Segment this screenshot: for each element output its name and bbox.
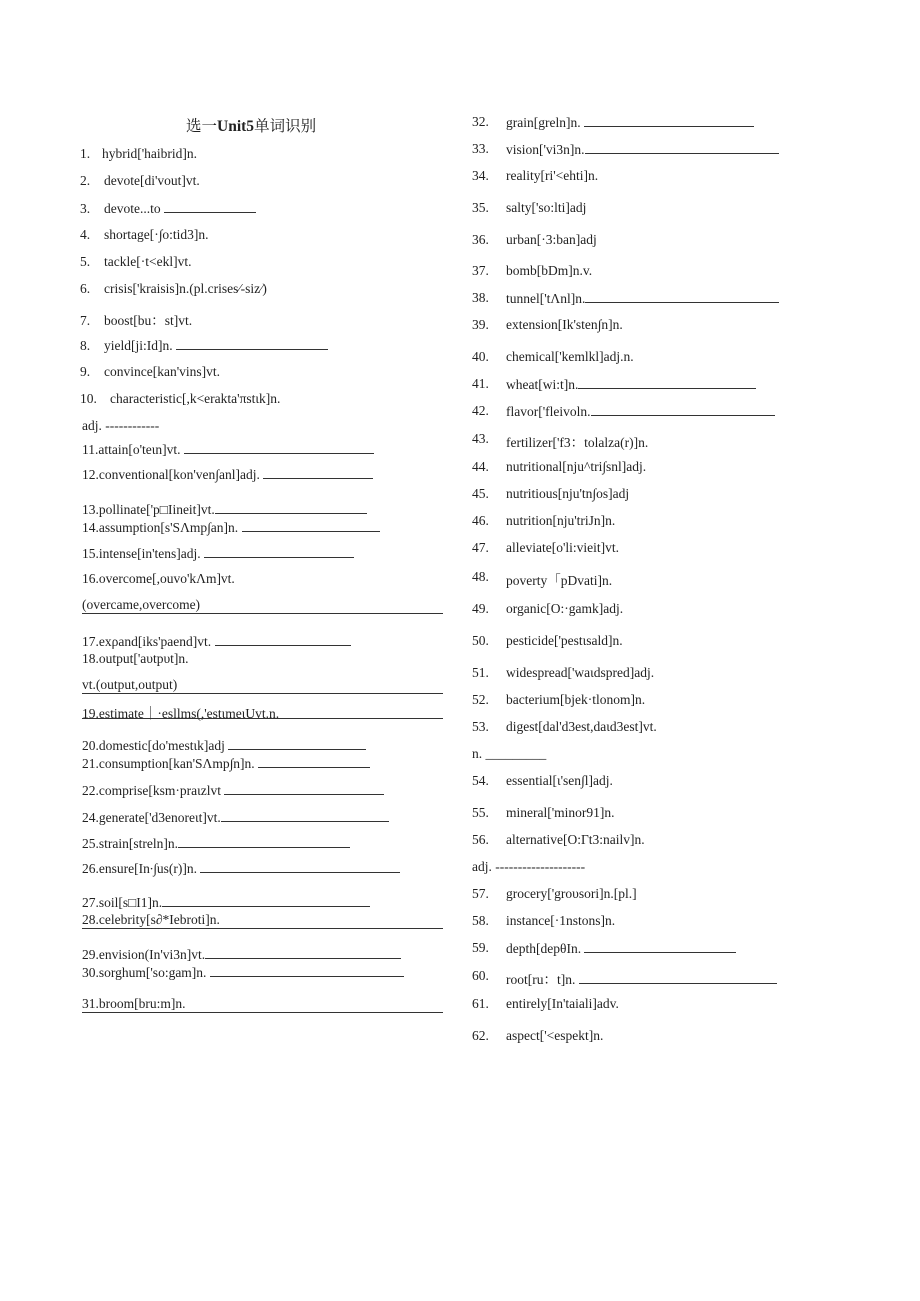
answer-blank[interactable]	[585, 290, 779, 303]
answer-blank[interactable]	[584, 940, 736, 953]
left-item-10: 10. characteristic[,k<erakta'πstιk]n.	[80, 391, 281, 406]
divider	[82, 928, 443, 929]
answer-blank[interactable]	[215, 501, 367, 514]
answer-blank[interactable]	[176, 337, 328, 350]
left-item-26: 26.ensure[In∙∫us(r)]n.	[82, 860, 400, 877]
answer-blank[interactable]	[579, 971, 777, 984]
left-item-14: 14.assumption[s'SΛmp∫an]n.	[82, 519, 380, 536]
left-item-18: 18.output['aυtpυt]n.	[82, 651, 189, 666]
left-item-4: 4. shortage[·∫o:tid3]n.	[80, 227, 209, 242]
left-item-27: 27.soil[s□I1]n.	[82, 894, 370, 911]
answer-blank[interactable]	[263, 466, 373, 479]
answer-blank[interactable]	[178, 835, 350, 848]
left-item-24: 24.generate['d3enoreιt]vt.	[82, 809, 389, 826]
title-unit: Unit5	[217, 118, 255, 135]
divider	[82, 693, 443, 694]
left-item-30: 30.sorghum['so:gam]n.	[82, 964, 404, 981]
answer-blank[interactable]	[164, 200, 256, 213]
left-item-7: 7. boost[bu：st]vt.	[80, 313, 193, 328]
left-adj-line: adj. ------------	[82, 418, 160, 433]
left-item-31: 31.broom[bru:m]n.	[82, 996, 186, 1011]
left-item-11: 11.attain[o'teιn]vt.	[82, 441, 374, 458]
answer-blank[interactable]	[224, 782, 384, 795]
divider	[82, 1012, 443, 1013]
left-item-1: 1. hybrid['haibrid]n.	[80, 146, 198, 161]
answer-blank[interactable]	[585, 141, 779, 154]
left-item-25: 25.strain[streln]n.	[82, 835, 350, 852]
answer-blank[interactable]	[200, 860, 400, 873]
answer-blank[interactable]	[215, 633, 351, 646]
left-item-19: 19.estimate｜·esllms(,'estιmeιUvt.n.	[82, 706, 280, 721]
left-item-6: 6. crisis['kraisis]n.(pl.crises⁄-siz⁄)	[80, 281, 267, 296]
left-item-5: 5. tackle[·t<ekl]vt.	[80, 254, 192, 269]
title-prefix: 选一	[186, 118, 218, 135]
answer-blank[interactable]	[184, 441, 374, 454]
answer-blank[interactable]	[210, 964, 404, 977]
answer-blank[interactable]	[221, 809, 389, 822]
answer-blank[interactable]	[584, 114, 754, 127]
left-item-16-forms: (overcame,overcome)	[82, 597, 201, 612]
left-item-21: 21.consumption[kan'SΛmp∫n]n.	[82, 755, 370, 772]
left-item-2: 2. devote[di'vout]vt.	[80, 173, 200, 188]
title-suffix: 单词识别	[254, 118, 317, 135]
left-item-15: 15.intense[in'tens]adj.	[82, 545, 354, 562]
worksheet-page: 选一Unit5单词识别 1. hybrid['haibrid]n. 2. devote[di'vout]vt. 3. devote...to 4. shortage[·∫o:tid3]n. 5. tackle[·t<ekl]vt. 6. crisis['kraisis]n.(pl.crises⁄-siz⁄) 7. boost[bu：st]vt. 8. yield[ji:Id]n. 9. convince[kan'vins]vt. 10. characteristic[,k<erakta'πstιk]n. adj. ------------ 11.attain[o'teιn]vt. 12.conventional[kon'ven∫anl]adj. 13.pollinate['p□Iineit]vt. 14.assumption[s'SΛmp∫an]n. 15.intense[in'tens]adj. 16.overcome[,ouvo'kΛm]vt. (overcame,overcome) 17.exρand[iks'paend]vt. 18.output['aυtpυt]n. vt.(output,output) 19.estimate｜·esllms(,'estιmeιUvt.n. 20.domestic[do'mestιk]adj 21.consumption[kan'SΛmp∫n]n. 22.comprise[ksm·praιzlvt 24.generate['d3enoreιt]vt. 25.strain[streln]n. 26.ensure[In∙∫us(r)]n. 27.soil[s□I1]n. 28.celebrity[s∂*Iebroti]n. 29.envision(In'vi3n]vt. 30.sorghum['so:gam]n. 31.broom[bru:m]n. 32. grain[greln]n. 33. vision['vi3n]n. 34. reality[ri'<ehti]n. 35. salty['so:lti]adj 36. urban[·3:ban]adj 37. bomb[bDm]n.v. 38. tunnel['tΛnl]n. 39. extension[Ik'sten∫n]n. 40. chemical['kemlkl]adj.n. 41. wheat[wi:t]n. 42. flavor['fleivoln. 43. fertilizer['f3：tolalza(r)]n. 44. nutritional[nju^tri∫snl]adj. 45. nutritious[nju'tn∫os]adj 46. nutrition[nju'triJn]n. 47. alleviate[o'li:vieit]vt. 48. poverty「pDvati]n. 49. organic[O:·gamk]adj. 50. pesticide['pestιsald]n. 51. widespread['waιdspred]adj. 52. bacterium[bjek·tlonom]n. 53. digest[dal'd3est,daιd3est]vt. n. _________ 54. essential[ι'sen∫l]adj. 55. mineral['minor91]n. 56. alternative[O:Γt3:nailv]n. adj. -------------------- 57. grocery['groυsori]n.[pl.] 58. instance[·1nstons]n. 59. depth[depθIn. 60. root[ru：t]n. 61. entirely[In'taiali]adv. 62. aspect['<espekt]n.	[0, 0, 920, 1301]
answer-blank[interactable]	[162, 894, 370, 907]
answer-blank[interactable]	[242, 519, 380, 532]
left-item-16: 16.overcome[,ouvo'kΛm]vt.	[82, 571, 235, 586]
left-item-28: 28.celebrity[s∂*Iebroti]n.	[82, 912, 220, 927]
answer-blank[interactable]	[578, 376, 756, 389]
left-item-18-forms: vt.(output,output)	[82, 677, 178, 692]
left-item-20: 20.domestic[do'mestιk]adj	[82, 737, 366, 754]
answer-blank[interactable]	[228, 737, 366, 750]
left-item-3: 3. devote...to	[80, 200, 256, 217]
left-item-9: 9. convince[kan'vins]vt.	[80, 364, 221, 379]
left-item-8: 8. yield[ji:Id]n.	[80, 337, 328, 354]
divider	[82, 613, 443, 614]
divider	[82, 718, 443, 719]
page-title	[186, 114, 316, 136]
left-item-29: 29.envision(In'vi3n]vt.	[82, 946, 401, 963]
answer-blank[interactable]	[205, 946, 401, 959]
answer-blank[interactable]	[204, 545, 354, 558]
left-item-17: 17.exρand[iks'paend]vt.	[82, 633, 351, 650]
left-item-12: 12.conventional[kon'ven∫anl]adj.	[82, 466, 373, 483]
left-item-13: 13.pollinate['p□Iineit]vt.	[82, 501, 367, 518]
answer-blank[interactable]	[591, 403, 775, 416]
answer-blank[interactable]	[258, 755, 370, 768]
left-item-22: 22.comprise[ksm·praιzlvt	[82, 782, 384, 799]
